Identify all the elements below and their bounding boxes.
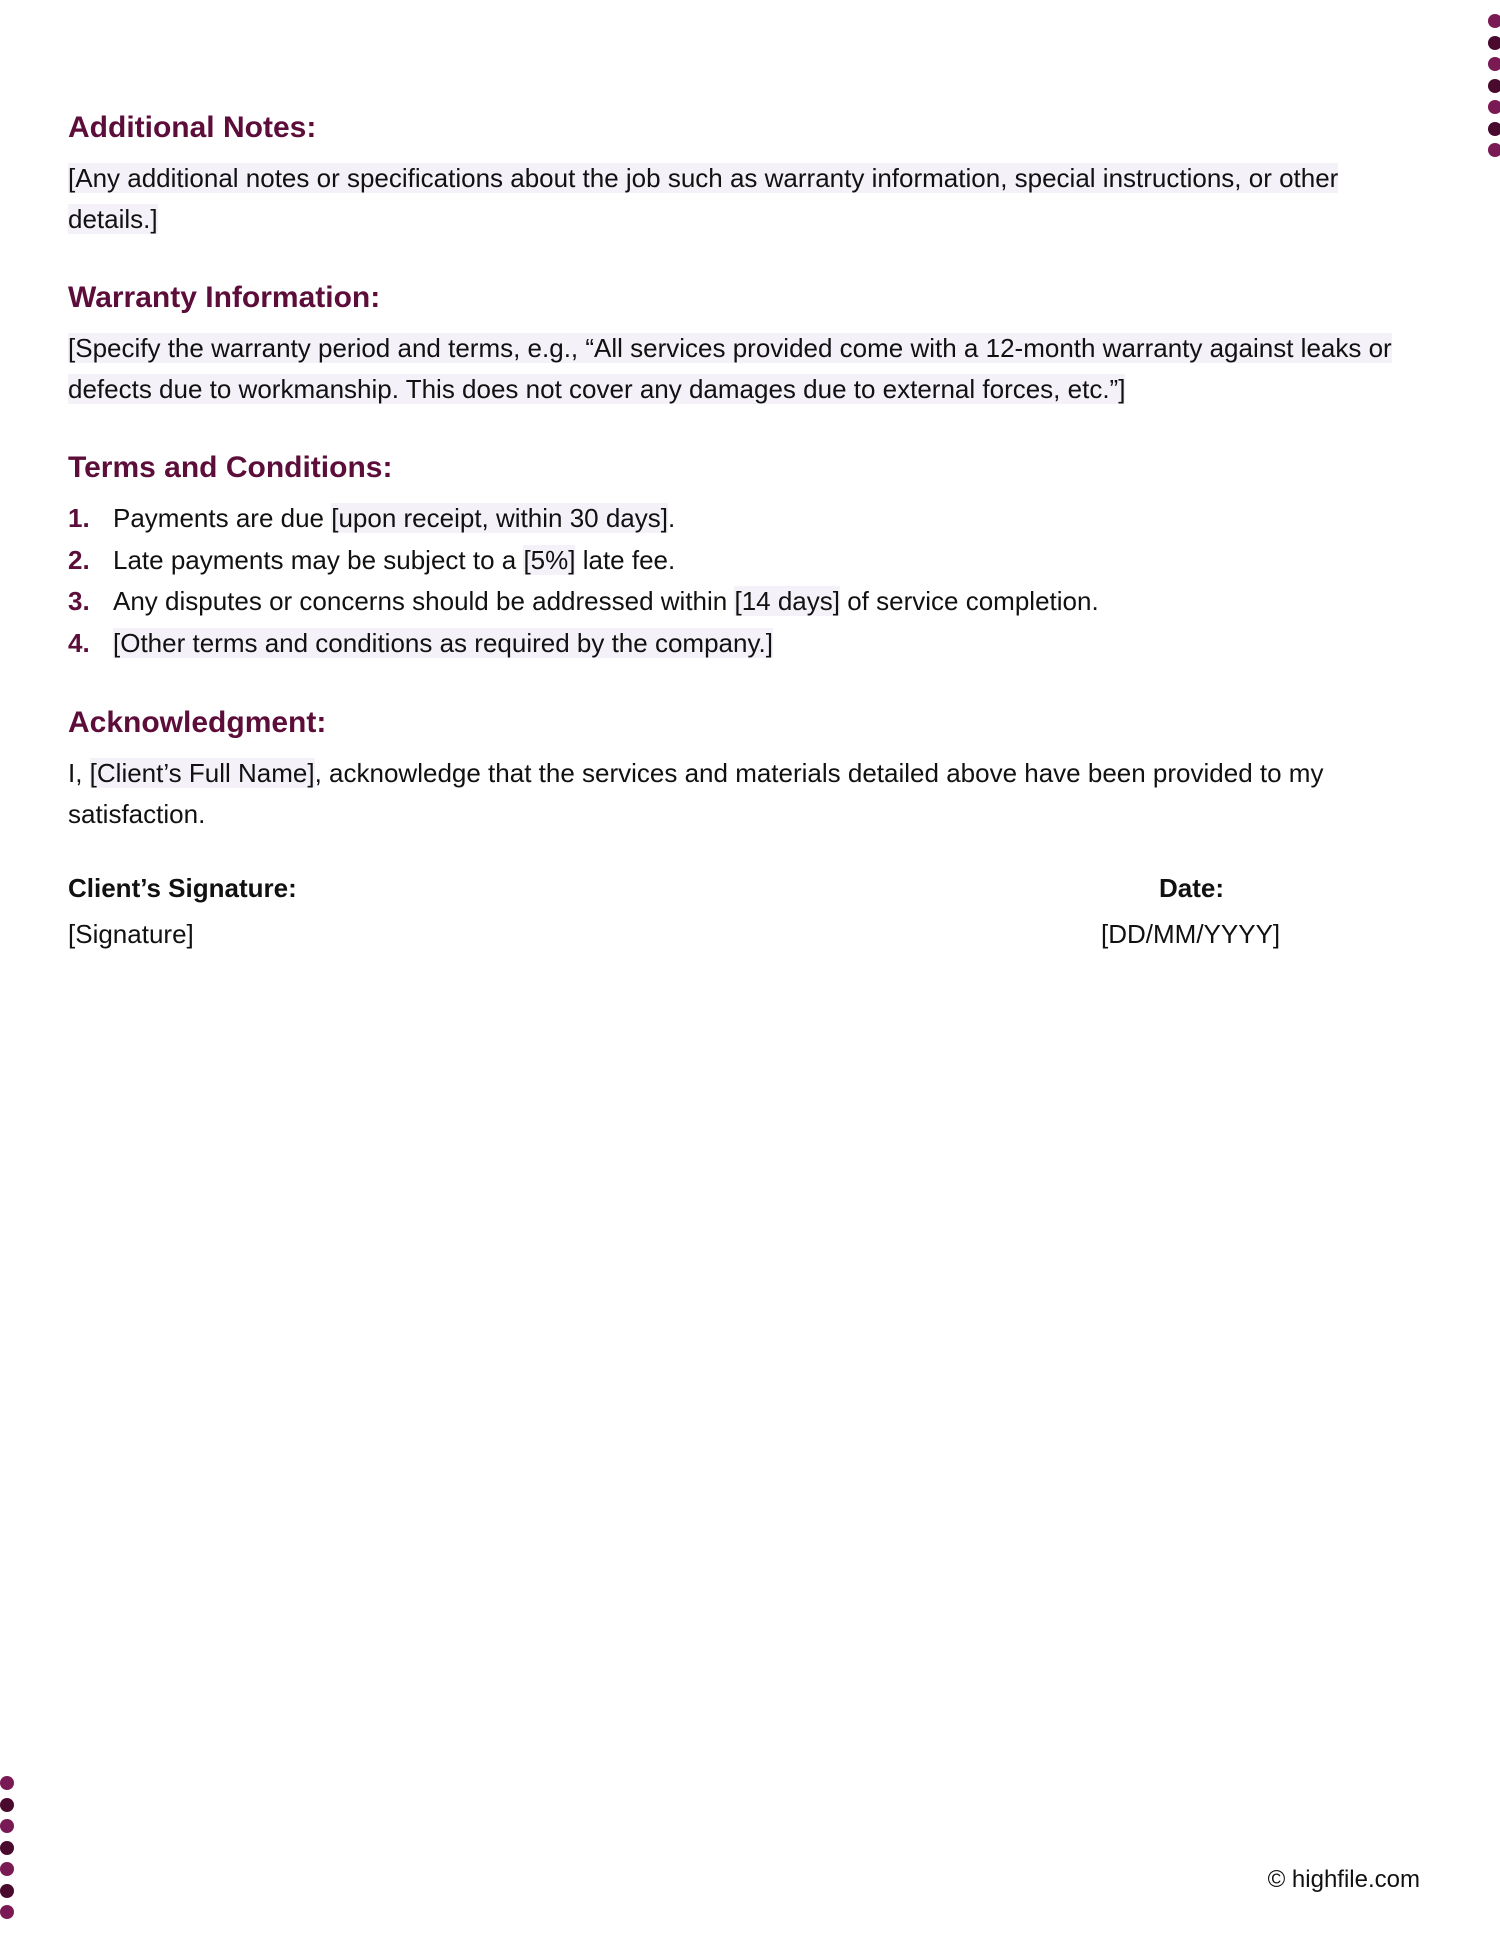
signature-label: Client’s Signature: xyxy=(68,873,297,903)
additional-notes-text: [Any additional notes or specifications about the job such as warranty information, special instructions, or other details.] xyxy=(68,163,1339,234)
decorative-dot xyxy=(0,1884,14,1898)
decorative-dot xyxy=(1488,143,1500,157)
copyright-footer: © highfile.com xyxy=(1267,1866,1420,1893)
terms-item-placeholder: [5%] xyxy=(523,544,576,575)
decorative-dot xyxy=(1488,14,1500,28)
signature-placeholder: [Signature] xyxy=(68,919,194,949)
terms-item-text: Any disputes or concerns should be addressed within xyxy=(113,586,735,616)
acknowledgment-statement: , acknowledge that the services and materials detailed above have been provided to my satisfaction. xyxy=(68,758,1324,829)
decorative-dot xyxy=(0,1776,14,1790)
decorative-dot xyxy=(1488,36,1500,50)
terms-item-placeholder: [Other terms and conditions as required by the company.] xyxy=(113,627,773,658)
acknowledgment-heading: Acknowledgment: xyxy=(68,706,327,739)
warranty-heading: Warranty Information: xyxy=(68,281,381,314)
warranty-section xyxy=(68,278,1424,410)
signature-row xyxy=(68,870,1424,960)
terms-section xyxy=(68,448,1424,664)
terms-list xyxy=(68,498,1424,664)
decorative-dot xyxy=(1488,79,1500,93)
acknowledgment-prefix: I, xyxy=(68,758,90,788)
terms-item-number: 2. xyxy=(68,544,90,575)
terms-item-text: Late payments may be subject to a xyxy=(113,544,524,575)
date-placeholder: [DD/MM/YYYY] xyxy=(1101,919,1281,949)
decorative-dot xyxy=(1488,100,1500,114)
decorative-dot xyxy=(0,1819,14,1833)
terms-item-text-end: of service completion. xyxy=(840,586,1099,616)
decorative-dot xyxy=(0,1862,14,1876)
terms-item xyxy=(68,581,1424,623)
additional-notes-section xyxy=(68,108,1424,240)
client-name-placeholder: [Client’s Full Name] xyxy=(89,758,315,788)
terms-item-text-end: . xyxy=(668,503,676,533)
decorative-dot xyxy=(0,1841,14,1855)
decorative-dot xyxy=(0,1798,14,1812)
terms-item-text: Payments are due xyxy=(113,503,332,533)
terms-item-number: 4. xyxy=(68,627,90,658)
terms-item-number: 1. xyxy=(68,503,90,533)
date-label: Date: xyxy=(1159,873,1225,903)
acknowledgment-section xyxy=(68,703,1424,835)
acknowledgment-text xyxy=(68,753,1424,835)
decorative-dot xyxy=(1488,57,1500,71)
warranty-text: [Specify the warranty period and terms, e.g., “All services provided come with a 12-month warranty against leaks or defects due to workmanship. This does not cover any damages due to external forces, etc.”] xyxy=(68,333,1392,404)
terms-heading: Terms and Conditions: xyxy=(68,451,393,484)
terms-item-number: 3. xyxy=(68,586,90,616)
terms-item xyxy=(68,498,1424,540)
terms-item-text-end: late fee. xyxy=(575,544,676,575)
additional-notes-heading: Additional Notes: xyxy=(68,111,317,144)
terms-item xyxy=(68,623,1424,665)
terms-item-placeholder: [upon receipt, within 30 days] xyxy=(331,503,668,533)
terms-item xyxy=(68,540,1424,582)
terms-item-placeholder: [14 days] xyxy=(734,586,840,616)
decorative-dot xyxy=(1488,122,1500,136)
decorative-dot xyxy=(0,1905,14,1919)
